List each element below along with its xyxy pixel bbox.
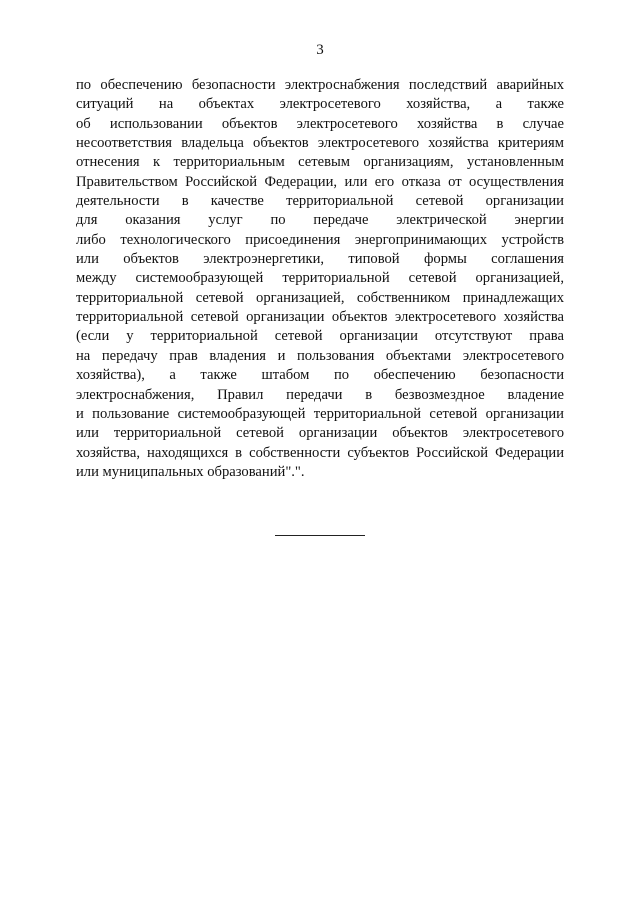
text-line: и пользование системообразующей территориальной сетевой организации — [76, 405, 564, 422]
text-line: или территориальной сетевой организации объектов электросетевого — [76, 425, 564, 442]
text-line: ситуаций на объектах электросетевого хозяйства, а также — [76, 96, 564, 113]
text-line: либо технологического присоединения энергопринимающих устройств — [76, 231, 564, 248]
text-line: (если у территориальной сетевой организации отсутствуют права — [76, 328, 564, 345]
text-line: об использовании объектов электросетевого хозяйства в случае — [76, 115, 564, 132]
text-line: на передачу прав владения и пользования объектами электросетевого — [76, 347, 564, 364]
text-line: хозяйства, находящихся в собственности субъектов Российской Федерации — [76, 444, 564, 461]
body-paragraph — [76, 76, 564, 482]
text-line: между системообразующей территориальной сетевой организацией, — [76, 270, 564, 287]
text-line: территориальной сетевой организации объектов электросетевого хозяйства — [76, 309, 564, 326]
text-line: территориальной сетевой организацией, собственником принадлежащих — [76, 289, 564, 306]
text-line: или муниципальных образований".". — [76, 463, 305, 480]
text-line: Правительством Российской Федерации, или его отказа от осуществления — [76, 173, 564, 190]
text-line: для оказания услуг по передаче электрической энергии — [76, 212, 564, 229]
text-line: деятельности в качестве территориальной сетевой организации — [76, 193, 564, 210]
text-line: несоответствия владельца объектов электросетевого хозяйства критериям — [76, 135, 564, 152]
text-line: хозяйства), а также штабом по обеспечению безопасности — [76, 367, 564, 384]
text-line: или объектов электроэнергетики, типовой формы соглашения — [76, 251, 564, 268]
text-line: по обеспечению безопасности электроснабжения последствий аварийных — [76, 77, 564, 93]
text-line: электроснабжения, Правил передачи в безвозмездное владение — [76, 386, 564, 403]
page-number: 3 — [316, 42, 324, 58]
text-line: отнесения к территориальным сетевым организациям, установленным — [76, 154, 564, 171]
end-separator-line — [275, 535, 365, 536]
